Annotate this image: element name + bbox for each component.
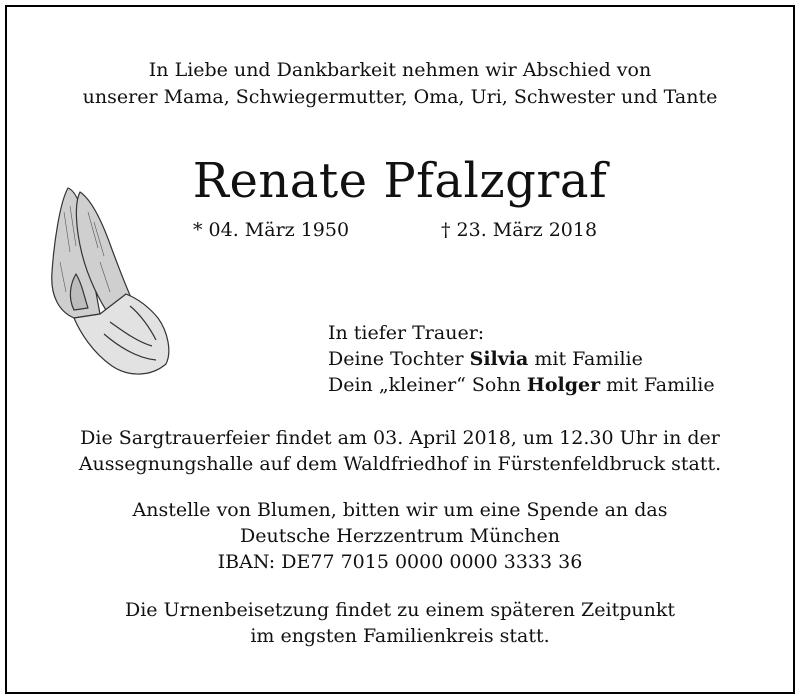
donation-iban: IBAN: DE77 7015 0000 0000 3333 36 — [217, 551, 583, 573]
mourners-heading: In tiefer Trauer: — [328, 322, 485, 344]
obituary-notice — [5, 5, 795, 694]
urn-line-2: im engsten Familienkreis statt. — [250, 625, 550, 647]
funeral-service-info — [7, 425, 793, 477]
deceased-name: Renate Pfalzgraf — [192, 153, 608, 209]
donation-line-2: Deutsche Herzzentrum München — [240, 525, 560, 547]
daughter-name: Silvia — [469, 348, 529, 370]
son-prefix: Dein „kleiner“ Sohn — [328, 374, 527, 396]
urn-burial-info — [7, 597, 793, 649]
son-suffix: mit Familie — [600, 374, 715, 396]
son-name: Holger — [526, 374, 601, 396]
service-line-1: Die Sargtrauerfeier findet am 03. April 2018, um 12.30 Uhr in der — [80, 427, 720, 449]
intro-line-2: unserer Mama, Schwiegermutter, Oma, Uri, Schwester und Tante — [82, 86, 718, 108]
daughter-prefix: Deine Tochter — [328, 348, 470, 370]
intro-line-1: In Liebe und Dankbarkeit nehmen wir Abschied von — [148, 59, 652, 81]
praying-hands-icon — [40, 182, 180, 382]
daughter-suffix: mit Familie — [528, 348, 643, 370]
service-line-2: Aussegnungshalle auf dem Waldfriedhof in Fürstenfeldbruck statt. — [78, 453, 722, 475]
urn-line-1: Die Urnenbeisetzung findet zu einem späteren Zeitpunkt — [124, 599, 675, 621]
mourners-block — [328, 320, 715, 398]
donation-info — [7, 497, 793, 575]
donation-line-1: Anstelle von Blumen, bitten wir um eine Spende an das — [132, 499, 668, 521]
mourner-son — [328, 372, 715, 398]
death-date: † 23. März 2018 — [441, 219, 598, 241]
mourner-daughter — [328, 346, 715, 372]
birth-date: * 04. März 1950 — [193, 219, 350, 241]
intro-text — [7, 57, 793, 111]
